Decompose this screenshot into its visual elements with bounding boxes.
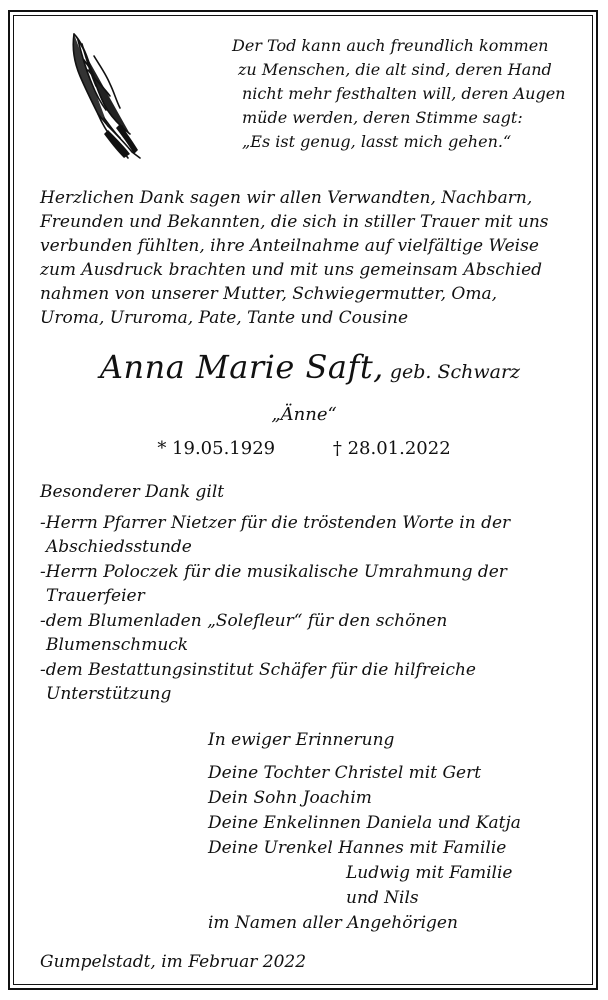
- special-thanks-heading: Besonderer Dank gilt: [40, 482, 225, 502]
- nickname: „Änne“: [271, 404, 337, 425]
- thanks-line: zum Ausdruck brachten und mit uns gemeinsam Abschied: [40, 260, 543, 280]
- death-date: † 28.01.2022: [332, 438, 451, 459]
- thanks-line: Herzlichen Dank sagen wir allen Verwandten, Nachbarn,: [40, 188, 533, 208]
- signoff-block: [208, 728, 588, 936]
- signoff-line: Deine Urenkel Hannes mit Familie: [208, 838, 507, 858]
- quote-line: zu Menschen, die alt sind, deren Hand: [238, 60, 552, 79]
- place-date: Gumpelstadt, im Februar 2022: [40, 952, 307, 972]
- quote-line: Der Tod kann auch freundlich kommen: [232, 36, 549, 55]
- signoff-line: und Nils: [346, 888, 419, 908]
- thanks-paragraph: [40, 186, 570, 330]
- quote-block: [232, 34, 572, 154]
- special-thanks-item: -Herrn Pfarrer Nietzer für die tröstenden Worte in der: [40, 512, 511, 533]
- thanks-line: verbunden fühlten, ihre Anteilnahme auf vielfältige Weise: [40, 236, 539, 256]
- quote-line: „Es ist genug, lasst mich gehen.“: [242, 132, 512, 151]
- special-thanks-item: Unterstützung: [46, 684, 172, 704]
- signoff-intro: In ewiger Erinnerung: [208, 730, 395, 750]
- special-thanks-item: Abschiedsstunde: [46, 537, 192, 557]
- special-thanks-item: -dem Blumenladen „Solefleur“ für den schönen: [40, 610, 448, 631]
- special-thanks-item: -Herrn Poloczek für die musikalische Umrahmung der: [40, 561, 507, 582]
- praying-hands-icon: [64, 30, 144, 162]
- quote-line: nicht mehr festhalten will, deren Augen: [242, 84, 566, 103]
- thanks-line: Uroma, Ururoma, Pate, Tante und Cousine: [40, 308, 409, 328]
- signoff-line: Ludwig mit Familie: [346, 863, 513, 883]
- thanks-line: Freunden und Bekannten, die sich in stiller Trauer mit uns: [40, 212, 549, 232]
- special-thanks-item: -dem Bestattungsinstitut Schäfer für die hilfreiche: [40, 659, 476, 680]
- deceased-name-line: [60, 348, 560, 386]
- birth-date: * 19.05.1929: [157, 438, 276, 459]
- special-thanks-item: Blumenschmuck: [46, 635, 189, 655]
- signoff-closing: im Namen aller Angehörigen: [208, 913, 458, 933]
- quote-line: müde werden, deren Stimme sagt:: [242, 108, 523, 127]
- signoff-line: Dein Sohn Joachim: [208, 788, 372, 808]
- special-thanks-block: [40, 480, 580, 707]
- thanks-line: nahmen von unserer Mutter, Schwiegermutter, Oma,: [40, 284, 497, 304]
- signoff-line: Deine Enkelinnen Daniela und Katja: [208, 813, 521, 833]
- signoff-line: Deine Tochter Christel mit Gert: [208, 763, 482, 783]
- maiden-name: geb. Schwarz: [389, 361, 521, 383]
- special-thanks-item: Trauerfeier: [46, 586, 145, 606]
- deceased-name: Anna Marie Saft,: [99, 348, 384, 386]
- life-dates: [0, 438, 608, 459]
